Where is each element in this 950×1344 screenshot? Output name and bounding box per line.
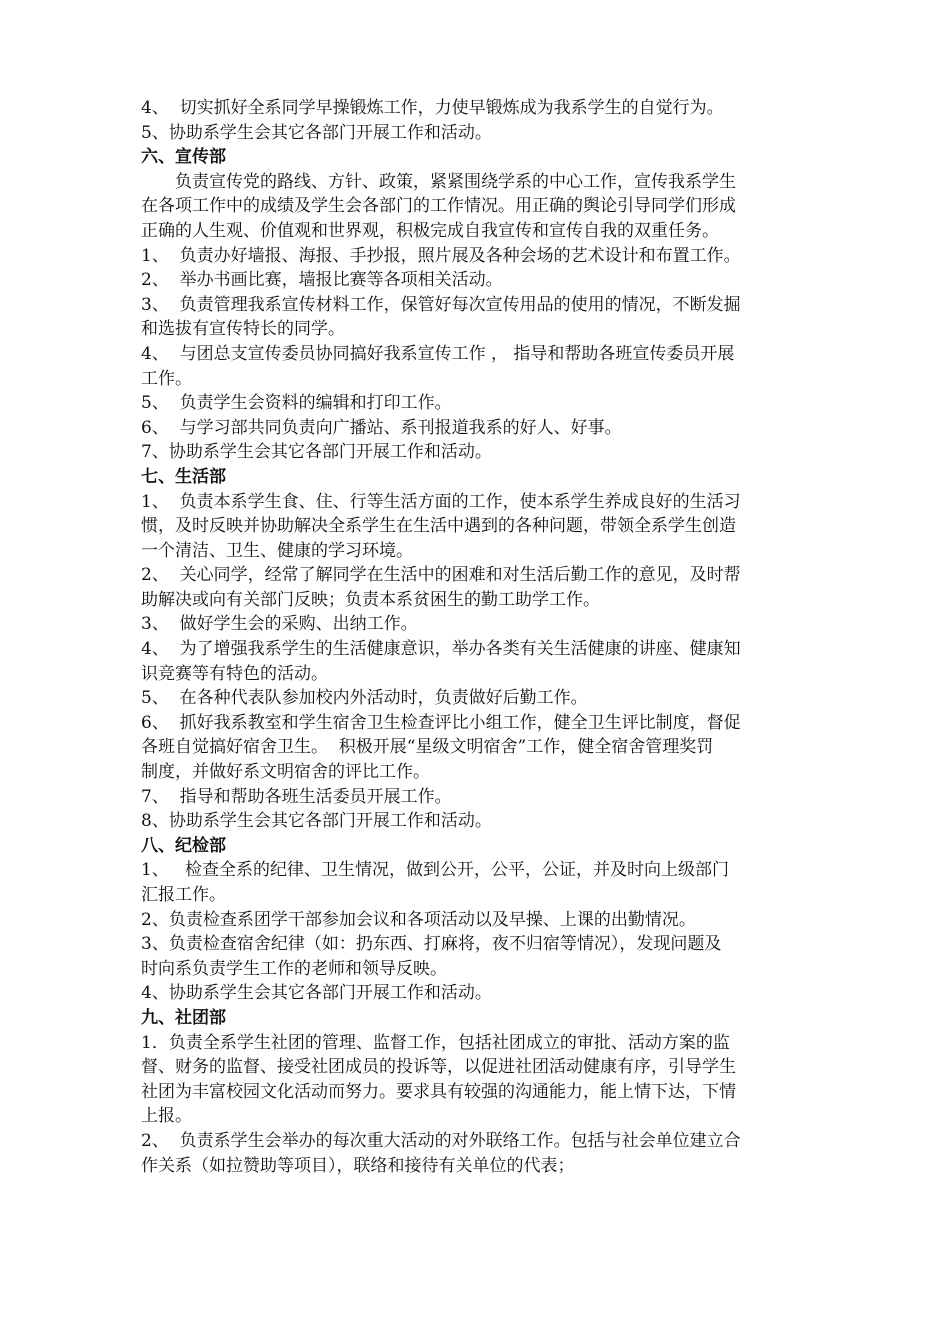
- text-line: 1、 负责本系学生食、住、行等生活方面的工作，使本系学生养成良好的生活习: [141, 491, 741, 512]
- text-line: 5、 负责学生会资料的编辑和打印工作。: [141, 393, 452, 414]
- text-line: 3、负责检查宿舍纪律（如：扔东西、打麻将，夜不归宿等情况），发现问题及: [141, 934, 722, 955]
- text-line: 2、负责检查系团学干部参加会议和各项活动以及早操、上课的出勤情况。: [141, 909, 696, 930]
- section-heading: 七、生活部: [141, 466, 226, 487]
- text-line: 6、 与学习部共同负责向广播站、系刊报道我系的好人、好事。: [141, 417, 622, 438]
- section-heading: 八、纪检部: [141, 835, 226, 856]
- text-line: 2、 关心同学，经常了解同学在生活中的困难和对生活后勤工作的意见，及时帮: [141, 565, 741, 586]
- document-body: [141, 96, 811, 1178]
- text-line: 一个清洁、卫生、健康的学习环境。: [141, 540, 413, 561]
- section-heading: 九、社团部: [141, 1007, 226, 1028]
- text-line: 7、 指导和帮助各班生活委员开展工作。: [141, 786, 452, 807]
- text-line: 作关系（如拉赞助等项目），联络和接待有关单位的代表；: [141, 1155, 575, 1176]
- text-line: 识竞赛等有特色的活动。: [141, 663, 328, 684]
- text-line: 4、 与团总支宣传委员协同搞好我系宣传工作 ， 指导和帮助各班宣传委员开展: [141, 343, 735, 364]
- text-line: 1、 负责办好墙报、海报、手抄报，照片展及各种会场的艺术设计和布置工作。: [141, 245, 741, 266]
- text-line: 2、 负责系学生会举办的每次重大活动的对外联络工作。包括与社会单位建立合: [141, 1130, 741, 1151]
- section-heading: 六、宣传部: [141, 147, 226, 168]
- text-line: 1、 检查全系的纪律、卫生情况，做到公开，公平，公证，并及时向上级部门: [141, 860, 730, 881]
- text-line: 和选拔有宣传特长的同学。: [141, 319, 345, 340]
- text-line: 4、 为了增强我系学生的生活健康意识，举办各类有关生活健康的讲座、健康知: [141, 639, 741, 660]
- text-line: 正确的人生观、价值观和世界观，积极完成自我宣传和宣传自我的双重任务。: [141, 220, 719, 241]
- text-line: 3、 负责管理我系宣传材料工作，保管好每次宣传用品的使用的情况，不断发掘: [141, 294, 741, 315]
- text-line: 惯，及时反映并协助解决全系学生在生活中遇到的各种问题，带领全系学生创造: [141, 516, 736, 537]
- text-line: 督、财务的监督、接受社团成员的投诉等，以促进社团活动健康有序，引导学生: [141, 1057, 736, 1078]
- text-line: 助解决或向有关部门反映；负责本系贫困生的勤工助学工作。: [141, 589, 600, 610]
- text-line: 社团为丰富校园文化活动而努力。要求具有较强的沟通能力，能上情下达，下情: [141, 1081, 736, 1102]
- text-line: 在各项工作中的成绩及学生会各部门的工作情况。用正确的舆论引导同学们形成: [141, 196, 736, 217]
- text-line: 1．负责全系学生社团的管理、监督工作，包括社团成立的审批、活动方案的监: [141, 1032, 730, 1053]
- text-line: 制度，并做好系文明宿舍的评比工作。: [141, 762, 430, 783]
- text-line: 4、协助系学生会其它各部门开展工作和活动。: [141, 983, 492, 1004]
- text-line: 3、 做好学生会的采购、出纳工作。: [141, 614, 418, 635]
- text-line: 各班自觉搞好宿舍卫生。 积极开展“星级文明宿舍”工作，健全宿舍管理奖罚: [141, 737, 714, 758]
- text-line: 5、 在各种代表队参加校内外活动时，负责做好后勤工作。: [141, 688, 588, 709]
- text-line: 上报。: [141, 1106, 192, 1127]
- text-line: 8、协助系学生会其它各部门开展工作和活动。: [141, 811, 492, 832]
- text-line: 5、协助系学生会其它各部门开展工作和活动。: [141, 122, 492, 143]
- text-line: 4、 切实抓好全系同学早操锻炼工作，力使早锻炼成为我系学生的自觉行为。: [141, 98, 724, 118]
- text-line: 汇报工作。: [141, 885, 226, 905]
- text-line: 工作。: [141, 368, 192, 389]
- text-line: 时向系负责学生工作的老师和领导反映。: [141, 958, 447, 979]
- text-line: 2、 举办书画比赛，墙报比赛等各项相关活动。: [141, 270, 503, 291]
- text-line: 6、 抓好我系教室和学生宿舍卫生检查评比小组工作，健全卫生评比制度，督促: [141, 712, 741, 733]
- text-line: 负责宣传党的路线、方针、政策，紧紧围绕学系的中心工作，宣传我系学生: [175, 171, 736, 192]
- text-line: 7、协助系学生会其它各部门开展工作和活动。: [141, 442, 492, 463]
